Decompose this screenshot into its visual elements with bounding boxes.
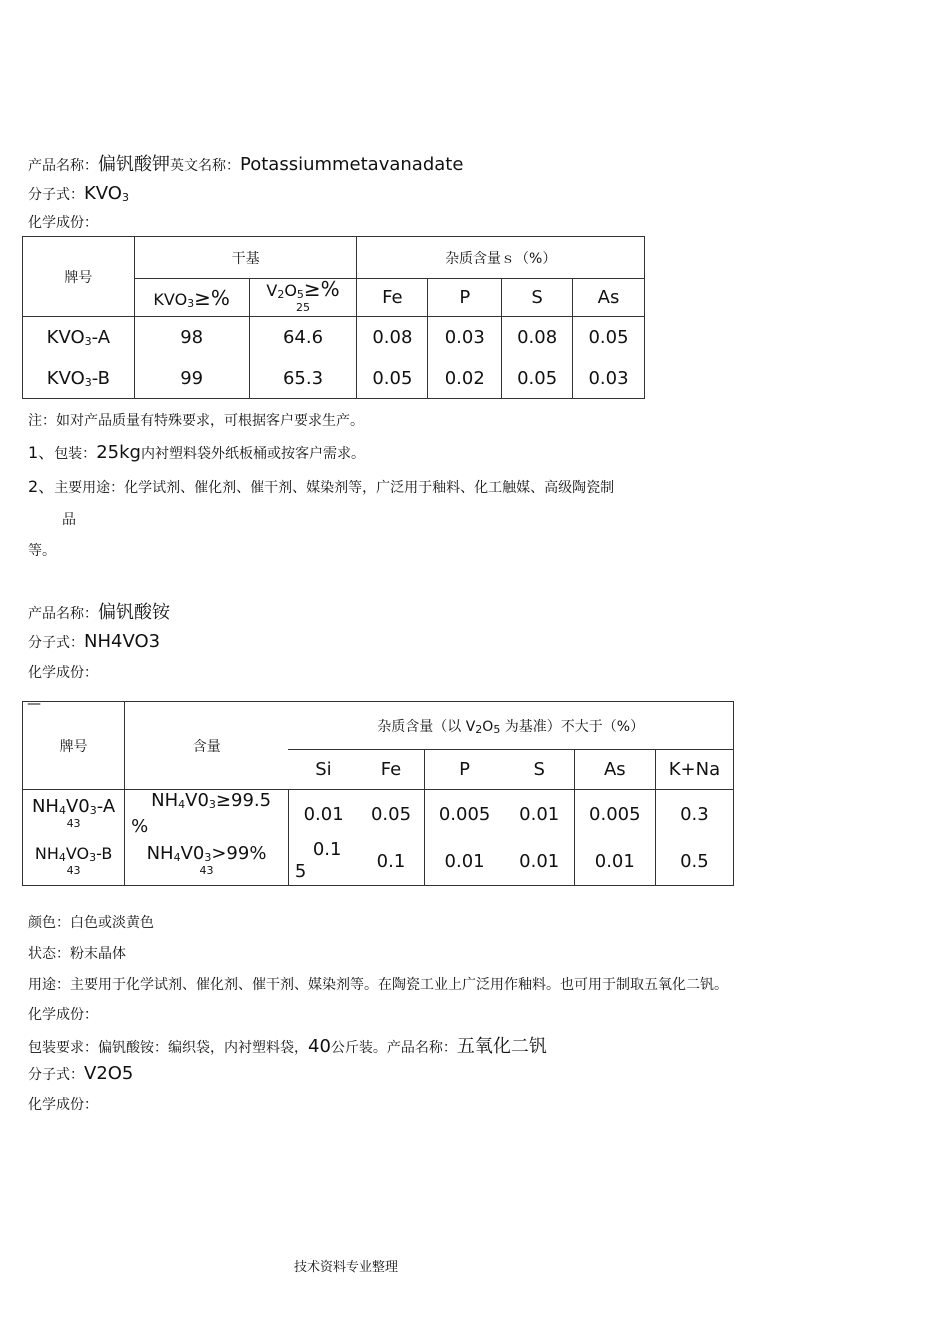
col-content: 含量	[125, 702, 289, 790]
table-row	[23, 790, 734, 839]
col-brand: 牌号	[23, 237, 135, 317]
kna-cell: 0.5	[655, 838, 733, 885]
usage-wrap: 品	[62, 512, 76, 528]
formula-line-3: 分子式：V2O5	[28, 1063, 134, 1084]
fe-cell: 0.1	[358, 838, 424, 885]
p-cell: 0.03	[428, 317, 502, 359]
use-line: 用途：主要用于化学试剂、催化剂、催干剂、媒染剂等。在陶瓷工业上广泛用作釉料。也可用于制取五氧化二钒。	[28, 977, 728, 993]
col-s: S	[505, 750, 575, 790]
composition-line-2: 化学成份：	[28, 1097, 98, 1113]
usage-end: 等。	[28, 543, 56, 559]
s-cell: 0.01	[505, 838, 575, 885]
product-name: 偏钒酸铵	[98, 602, 170, 623]
col-si: Si	[288, 750, 358, 790]
col-fe: Fe	[358, 750, 424, 790]
table-row	[23, 359, 645, 399]
formula: NH4VO3	[84, 631, 161, 652]
p-cell: 0.005	[424, 790, 505, 839]
sub-kvo3: $KVO_3\ge\%$	[134, 279, 249, 317]
kvo-cell: 99	[134, 359, 249, 399]
formula: V2O5	[84, 1063, 134, 1084]
label: 分子式：	[28, 187, 84, 203]
col-fe: Fe	[357, 279, 428, 317]
p-cell: 0.01	[424, 838, 505, 885]
fe-cell: 0.05	[370, 803, 412, 825]
brand-cell: $KVO_3-B$	[23, 359, 135, 399]
label: 英文名称：	[170, 158, 240, 174]
composition-label: 化学成份：	[28, 215, 98, 231]
v2o5-cell: 65.3	[249, 359, 357, 399]
footer-text: 技术资料专业整理	[294, 1260, 399, 1275]
composition-label-2: 化学成份：	[28, 665, 98, 681]
col-brand: — 牌号	[23, 702, 125, 790]
composition-line: 化学成份：	[28, 1007, 98, 1023]
table-row	[23, 838, 734, 885]
formula-line	[28, 183, 129, 204]
col-as: As	[574, 750, 655, 790]
col-dry: 干基	[134, 237, 357, 279]
si-cell: 0.1 5	[288, 838, 358, 885]
si-cell: 0.01	[303, 803, 344, 825]
col-s: S	[502, 279, 573, 317]
nh4vo3-spec-table	[22, 696, 734, 886]
english-name: Potassiummetavanadate	[240, 154, 464, 175]
label: 产品名称：	[28, 158, 98, 174]
col-p: P	[428, 279, 502, 317]
col-as: As	[573, 279, 645, 317]
col-kna: K+Na	[655, 750, 733, 790]
p-cell: 0.02	[428, 359, 502, 399]
color-line: 颜色：白色或淡黄色	[28, 915, 154, 931]
product-name-line-2: 产品名称：偏钒酸铵	[28, 602, 170, 623]
formula: KVO	[84, 183, 122, 204]
s-cell: 0.01	[519, 803, 560, 825]
brand-cell: $KVO_3-A$	[23, 317, 135, 359]
kvo3-spec-table	[22, 236, 645, 399]
product-name: 五氧化二钒	[456, 1036, 547, 1057]
sub-v2o5: $V_2O_5\ge\%$ 25	[249, 279, 357, 317]
s-cell: 0.08	[502, 317, 573, 359]
fe-cell: 0.05	[357, 359, 428, 399]
brand-cell: $NH_4VO_3-B$ 43	[23, 838, 125, 885]
s-cell: 0.05	[502, 359, 573, 399]
kna-cell: 0.3	[655, 790, 733, 839]
v2o5-cell: 64.6	[249, 317, 357, 359]
product-name-line	[28, 150, 463, 176]
as-cell: 0.01	[574, 838, 655, 885]
col-impurity: 杂质含量（以 $V_2O_5$ 为基准）不大于（%）	[288, 702, 733, 750]
note: 注：如对产品质量有特殊要求，可根据客户要求生产。	[28, 413, 364, 429]
brand-cell: $NH_4V0_3-A$ 43	[23, 790, 125, 839]
content-cell: $NH_4V0_3\ge 99.5$ %	[125, 790, 289, 839]
product-name: 偏钒酸钾	[98, 154, 170, 175]
col-p: P	[424, 750, 505, 790]
state-line: 状态：粉末晶体	[28, 946, 126, 962]
as-cell: 0.005	[574, 790, 655, 839]
packaging-line-2: 包装要求：偏钒酸铵：编织袋，内衬塑料袋，40公斤装。产品名称：五氧化二钒	[28, 1036, 547, 1057]
table-row	[23, 317, 645, 359]
as-cell: 0.03	[573, 359, 645, 399]
as-cell: 0.05	[573, 317, 645, 359]
formula-line-2: 分子式：NH4VO3	[28, 631, 161, 652]
fe-cell: 0.08	[357, 317, 428, 359]
packaging-line: 1、包装：25kg内衬塑料袋外纸板桶或按客户需求。	[28, 442, 365, 463]
usage-line: 2、主要用途：化学试剂、催化剂、催干剂、媒染剂等，广泛用于釉料、化工触媒、高级陶瓷制	[28, 477, 615, 496]
col-impurity: 杂质含量ｓ（%）	[357, 237, 645, 279]
kvo-cell: 98	[134, 317, 249, 359]
content-cell: $NH_4V0_3>99\%$ 43	[125, 838, 289, 885]
formula-sub: 3	[121, 191, 129, 204]
